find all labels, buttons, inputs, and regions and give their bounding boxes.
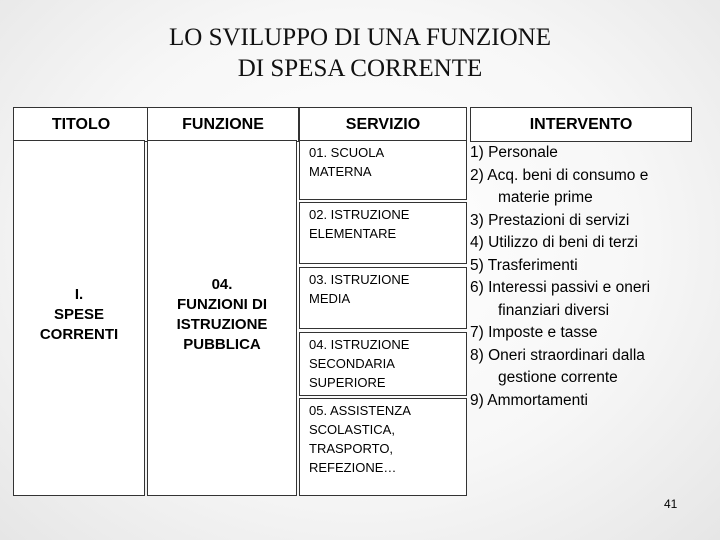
intervento-item: 7) Imposte e tasse bbox=[470, 324, 598, 341]
intervento-item: 4) Utilizzo di beni di terzi bbox=[470, 234, 638, 251]
servizio-cell: 05. ASSISTENZA SCOLASTICA, TRASPORTO, REFEZIONE… bbox=[299, 398, 467, 496]
intervento-item-continuation: finanziari diversi bbox=[498, 301, 610, 319]
titolo-cell bbox=[13, 140, 145, 496]
titolo-line-1: SPESE bbox=[53, 306, 105, 323]
page-number: 41 bbox=[664, 497, 678, 511]
funzione-line-3: PUBBLICA bbox=[183, 336, 261, 353]
servizio-cell: 04. ISTRUZIONE SECONDARIA SUPERIORE bbox=[299, 332, 467, 396]
funzione-line-2: ISTRUZIONE bbox=[176, 316, 268, 333]
intervento-item: 8) Oneri straordinari dalla bbox=[470, 346, 645, 364]
intervento-item: 5) Trasferimenti bbox=[470, 256, 578, 274]
servizio-cell: 01. SCUOLA MATERNA bbox=[299, 140, 467, 200]
titolo-text bbox=[14, 285, 144, 345]
intervento-item: 3) Prestazioni di servizi bbox=[470, 211, 630, 229]
header-titolo: TITOLO bbox=[13, 107, 149, 142]
funzione-number: 04. bbox=[211, 276, 233, 293]
intervento-item-continuation: gestione corrente bbox=[498, 369, 618, 386]
intervento-item: 2) Acq. beni di consumo e bbox=[470, 166, 649, 184]
header-funzione: FUNZIONE bbox=[147, 107, 299, 142]
title-line-1: LO SVILUPPO DI UNA FUNZIONE bbox=[169, 24, 551, 51]
intervento-item-continuation: materie prime bbox=[498, 189, 593, 206]
header-intervento: INTERVENTO bbox=[470, 107, 692, 142]
funzione-line-1: FUNZIONI DI bbox=[177, 296, 267, 313]
titolo-line-2: CORRENTI bbox=[39, 326, 119, 343]
servizio-cell: 03. ISTRUZIONE MEDIA bbox=[299, 267, 467, 329]
intervento-list bbox=[470, 142, 690, 412]
funzione-text bbox=[148, 275, 296, 355]
intervento-item: 6) Interessi passivi e oneri bbox=[470, 279, 651, 296]
servizio-cell: 02. ISTRUZIONE ELEMENTARE bbox=[299, 202, 467, 264]
slide-title bbox=[0, 22, 720, 84]
titolo-number: I. bbox=[74, 286, 84, 303]
title-line-2: DI SPESA CORRENTE bbox=[237, 55, 483, 82]
header-servizio: SERVIZIO bbox=[299, 107, 467, 142]
intervento-item: 1) Personale bbox=[470, 144, 558, 161]
funzione-cell bbox=[147, 140, 297, 496]
intervento-item: 9) Ammortamenti bbox=[470, 391, 589, 409]
